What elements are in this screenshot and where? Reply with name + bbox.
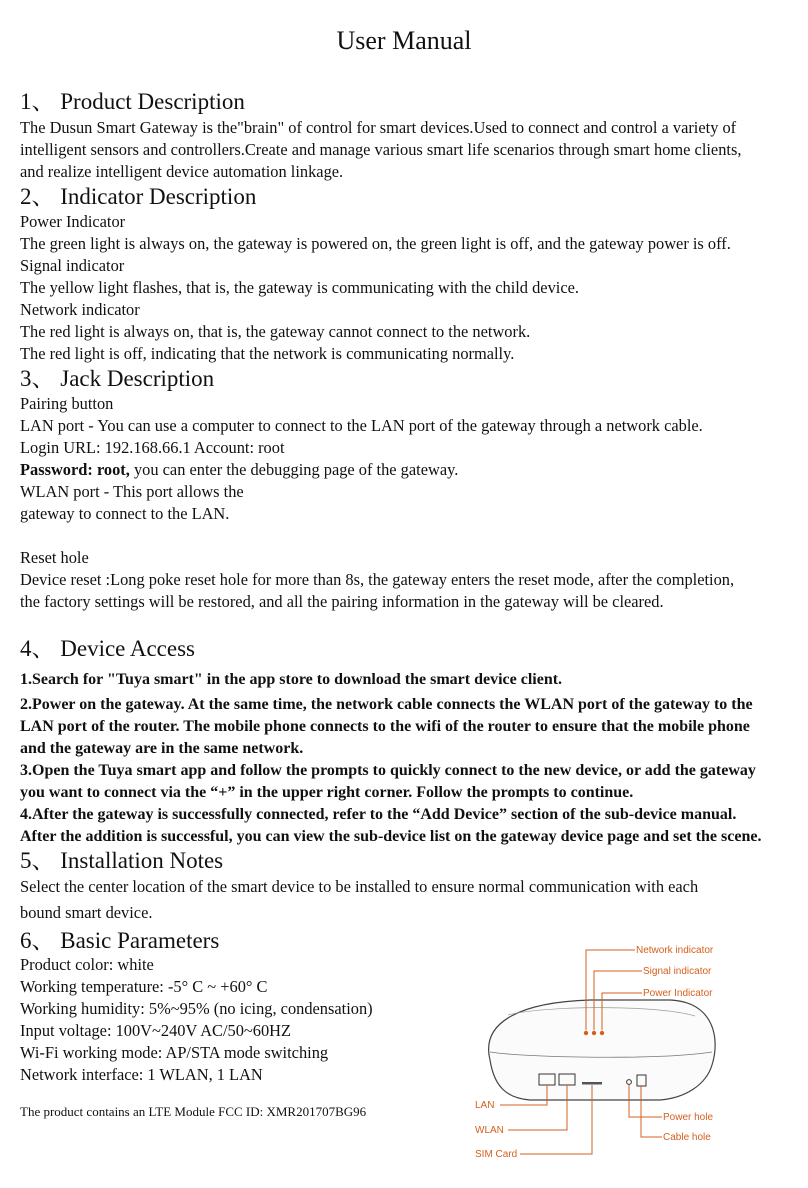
param-working-humidity: Working humidity: 5%~95% (no icing, condensation) (20, 999, 373, 1018)
param-network-interface: Network interface: 1 WLAN, 1 LAN (20, 1065, 263, 1084)
product-description-line-3: and realize intelligent device automation linkage. (20, 162, 344, 181)
device-access-heading: 4、 Device Access (20, 636, 195, 661)
password-text (20, 459, 458, 481)
login-url-text: Login URL: 192.168.66.1 Account: root (20, 438, 285, 457)
installation-notes-line-1: Select the center location of the smart device to be installed to ensure normal communication with each (20, 877, 699, 896)
gateway-diagram (470, 940, 800, 1165)
power-led (600, 1031, 604, 1035)
power-hole-label: Power hole (663, 1112, 714, 1123)
lan-label: LAN (475, 1100, 495, 1111)
installation-notes-line-2: bound smart device. (20, 903, 153, 922)
device-access-step-2-line-3: and the gateway are in the same network. (20, 740, 304, 757)
page-title: User Manual (336, 26, 472, 55)
network-led (584, 1031, 588, 1035)
signal-led (592, 1031, 596, 1035)
reset-text-2: the factory settings will be restored, and all the pairing information in the gateway will be cleared. (20, 592, 664, 611)
pairing-button-label: Pairing button (20, 394, 114, 413)
sim-card-label: SIM Card (475, 1149, 518, 1160)
signal-indicator-label: Signal indicator (20, 256, 125, 275)
product-description-line-2: intelligent sensors and controllers.Create and manage various smart life scenarios through smart home clients, (20, 140, 742, 159)
param-working-temperature: Working temperature: -5° C ~ +60° C (20, 977, 268, 996)
wlan-label: WLAN (475, 1125, 504, 1136)
device-access-step-3-line-2: you want to connect via the “+” in the upper right corner. Follow the prompts to continue. (20, 784, 634, 801)
indicator-description-heading: 2、 Indicator Description (20, 184, 257, 209)
installation-notes-heading: 5、 Installation Notes (20, 848, 224, 873)
product-description-line-1: The Dusun Smart Gateway is the"brain" of control for smart devices.Used to connect and control a variety of (20, 118, 737, 137)
param-product-color: Product color: white (20, 955, 154, 974)
network-indicator-text-1: The red light is always on, that is, the gateway cannot connect to the network. (20, 322, 531, 341)
param-input-voltage: Input voltage: 100V~240V AC/50~60HZ (20, 1021, 292, 1040)
device-access-step-2-line-1: 2.Power on the gateway. At the same time, the network cable connects the WLAN port of the gateway to the (20, 696, 753, 713)
lan-port-text: LAN port - You can use a computer to connect to the LAN port of the gateway through a network cable. (20, 416, 703, 435)
signal-indicator-label: Signal indicator (643, 966, 712, 977)
device-access-step-1: 1.Search for "Tuya smart" in the app store to download the smart device client. (20, 671, 563, 688)
password-bold: Password: root, (20, 460, 130, 479)
fcc-note: The product contains an LTE Module FCC ID: XMR201707BG96 (20, 1104, 367, 1119)
device-access-step-2-line-2: LAN port of the router. The mobile phone connects to the wifi of the router to ensure that the mobile phone (20, 718, 750, 735)
cable-hole-label: Cable hole (663, 1132, 711, 1143)
reset-hole-label: Reset hole (20, 548, 89, 567)
power-indicator-label: Power Indicator (643, 988, 713, 999)
device-access-step-4-line-2: After the addition is successful, you can view the sub-device list on the gateway device page and set the scene. (20, 828, 762, 845)
wlan-port-text-2: gateway to connect to the LAN. (20, 504, 230, 523)
product-description-heading: 1、 Product Description (20, 89, 245, 114)
power-indicator-text: The green light is always on, the gateway is powered on, the green light is off, and the gateway power is off. (20, 234, 731, 253)
network-indicator-label: Network indicator (20, 300, 140, 319)
network-indicator-label: Network indicator (636, 945, 714, 956)
device-access-step-3-line-1: 3.Open the Tuya smart app and follow the prompts to quickly connect to the new device, or add the gateway (20, 762, 756, 779)
reset-text-1: Device reset :Long poke reset hole for more than 8s, the gateway enters the reset mode, after the completion, (20, 570, 735, 589)
basic-parameters-heading: 6、 Basic Parameters (20, 928, 220, 953)
signal-indicator-text: The yellow light flashes, that is, the gateway is communicating with the child device. (20, 278, 579, 297)
sim-slot (582, 1082, 602, 1085)
network-indicator-text-2: The red light is off, indicating that the network is communicating normally. (20, 344, 515, 363)
device-access-step-4-line-1: 4.After the gateway is successfully connected, refer to the “Add Device” section of the sub-device manual. (20, 806, 737, 823)
jack-description-heading: 3、 Jack Description (20, 366, 215, 391)
wlan-port-text-1: WLAN port - This port allows the (20, 482, 244, 501)
param-wifi-mode: Wi-Fi working mode: AP/STA mode switching (20, 1043, 329, 1062)
power-indicator-label: Power Indicator (20, 212, 126, 231)
password-rest: you can enter the debugging page of the gateway. (129, 460, 459, 479)
